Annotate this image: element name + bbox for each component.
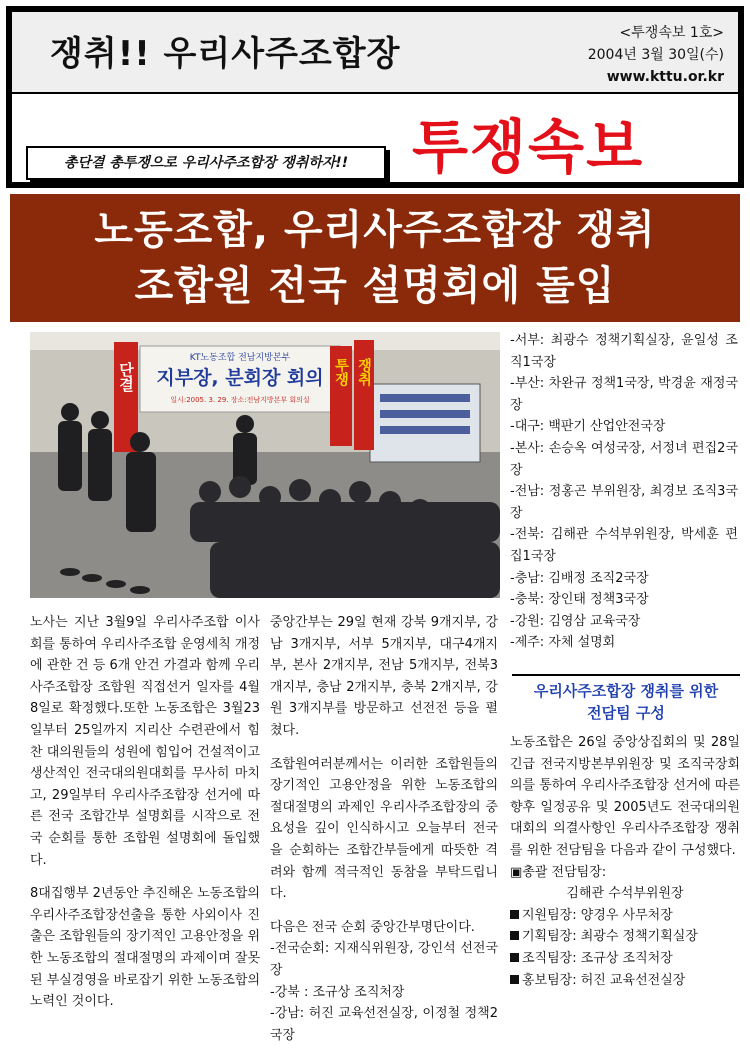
team-box-paragraph: 노동조합은 26일 중앙상집회의 및 28일 긴급 전국지방본부위원장 및 조직국장회의를 통하여 우리사주조합장 선거에 따른 향후 일정공유 및 2005년도 전국대의원대회의 의결사항인 우리사주조합장 쟁취를 위한 전담팀을 다음과 같이 구성했다.: [510, 735, 741, 858]
team-item-text: 지원팀장: 양경우 사무처장: [522, 907, 673, 923]
team-item: [510, 970, 740, 992]
issue-number: <투쟁속보 1호>: [619, 25, 724, 41]
roster-item: -서부: 최광수 정책기획실장, 윤일성 조직1국장: [510, 333, 738, 370]
team-box-title-line-2: 전담팀 구성: [587, 704, 665, 722]
roster-item: -제주: 자체 설명회: [510, 635, 616, 651]
site-url[interactable]: www.kttu.or.kr: [606, 69, 724, 85]
team-item-text: 기획팀장: 최광수 정책기획실장: [522, 929, 698, 945]
headline-banner: [10, 194, 740, 322]
headline-line-1: 노동조합, 우리사주조합장 쟁취: [94, 207, 656, 253]
square-bullet-icon: [510, 975, 519, 984]
roster-item: -강북 : 조규상 조직처장: [270, 984, 405, 1000]
article-paragraph-3: 중앙간부는 29일 현재 강북 9개지부, 강남 3개지부, 서부 5개지부, 대구4개지부, 본사 2개지부, 전남 5개지부, 전북3개지부, 충남 2개지부, 충북 2개지부, 강원 3개지부를 방문하고 선전전 등을 펼쳤다.: [270, 615, 498, 738]
right-flag-2-text: 쟁취: [356, 358, 372, 386]
banner-main-text: 지부장, 분회장 회의: [156, 367, 324, 389]
square-bullet-icon: [510, 953, 519, 962]
roster-item: -전남: 정홍곤 부위원장, 최경보 조직3국장: [510, 484, 738, 521]
paper-title: 쟁취!! 우리사주조합장: [50, 34, 401, 74]
roster-item: -대구: 백판기 산업안전국장: [510, 419, 666, 435]
right-flag-1-text: 투쟁: [333, 358, 349, 386]
roster-item: -전북: 김해관 수석부위원장, 박세훈 편집1국장: [510, 527, 738, 564]
team-box-body: [510, 732, 740, 991]
roster-intro: 다음은 전국 순회 중앙간부명단이다.: [270, 919, 475, 935]
article-paragraph-2: 8대집행부 2년동안 추진해온 노동조합의 우리사주조합장선출을 통한 사외이사 진출은 조합원들의 장기적인 고용안정을 위한 노동조합의 절대절명의 과제이며 잘못된 부실경영을 바로잡기 위한 노동조합의 노력인 것이다.: [30, 886, 261, 1010]
article-column-3: [510, 330, 738, 654]
headline-line-2: 조합원 전국 설명회에 돌입: [134, 263, 616, 309]
team-item: [510, 926, 740, 948]
issue-info: [588, 22, 724, 88]
brand-title: 투쟁속보: [412, 113, 645, 181]
roster-item: -강남: 허진 교육선전실장, 이정철 정책2국장: [270, 1006, 498, 1043]
banner-sub-text: 일시:2005. 3. 29. 장소:전남지방본부 회의실: [170, 396, 310, 404]
team-lead-label: ▣총괄 전담팀장:: [510, 864, 607, 880]
masthead-top-band: [12, 12, 738, 94]
team-box-title-line-1: 우리사주조합장 쟁취를 위한: [533, 682, 719, 700]
article-column-1: [30, 612, 260, 1025]
team-item: [510, 948, 740, 970]
meeting-photo-illustration: [30, 332, 500, 598]
left-flag-text: 단결: [117, 362, 135, 392]
team-lead-name: 김해관 수석부위원장: [566, 886, 684, 902]
issue-date: 2004년 3월 30일(수): [587, 47, 724, 63]
roster-item: -충남: 김배정 조직2국장: [510, 570, 649, 586]
roster-item: -전국순회: 지재식위원장, 강인석 선전국장: [270, 941, 498, 978]
team-item-text: 홍보팀장: 허진 교육선전실장: [522, 972, 686, 988]
square-bullet-icon: [510, 931, 519, 940]
article-paragraph-4: 조합원여러분께서는 이러한 조합원들의 장기적인 고용안정을 위한 노동조합의 절대절명의 과제인 우리사주조합장의 중요성을 깊이 인식하시고 오늘부터 전국을 순회하는 조합간부들에게 따뜻한 격려와 함께 적극적인 동참을 부탁드립니다.: [270, 756, 498, 902]
article-paragraph-1: 노사는 지난 3월9일 우리사주조합 이사회를 통하여 우리사주조합 운영세칙 개정에 관한 건 등 6개 안건 가결과 함께 우리사주조합장 조합원 직접선거 일자를 4월 8일로 확정했다.또한 노동조합은 3월23일부터 25일까지 지리산 수련관에서 힘찬 대의원들의 성원에 힘입어 건설적이고 생산적인 전국대의원대회를 무사히 마치고, 29일부터 우리사주조합장 선거에 따른 전국 조합간부 설명회를 시작으로 전국 순회를 통한 조합원 설명회에 돌입했다.: [30, 615, 261, 868]
roster-item: -부산: 차완규 정책1국장, 박경윤 재정국장: [510, 376, 738, 413]
banner-small-text: KT노동조합 전남지방본부: [189, 353, 291, 363]
square-bullet-icon: [510, 910, 519, 919]
article-column-2: [270, 612, 498, 1046]
team-item: [510, 905, 740, 927]
right-flag-2: [354, 340, 374, 450]
slogan-box: 총단결 총투쟁으로 우리사주조합장 쟁취하자!!: [26, 146, 386, 180]
team-box-title: [512, 674, 740, 724]
roster-item: -강원: 김영삼 교육국장: [510, 613, 641, 629]
team-item-text: 조직팀장: 조규상 조직처장: [522, 950, 673, 966]
meeting-photo: [30, 332, 500, 598]
masthead: [6, 6, 744, 188]
roster-item: -충북: 장인태 정책3국장: [510, 592, 649, 608]
roster-item: -본사: 손승옥 여성국장, 서정녀 편집2국장: [510, 440, 738, 478]
